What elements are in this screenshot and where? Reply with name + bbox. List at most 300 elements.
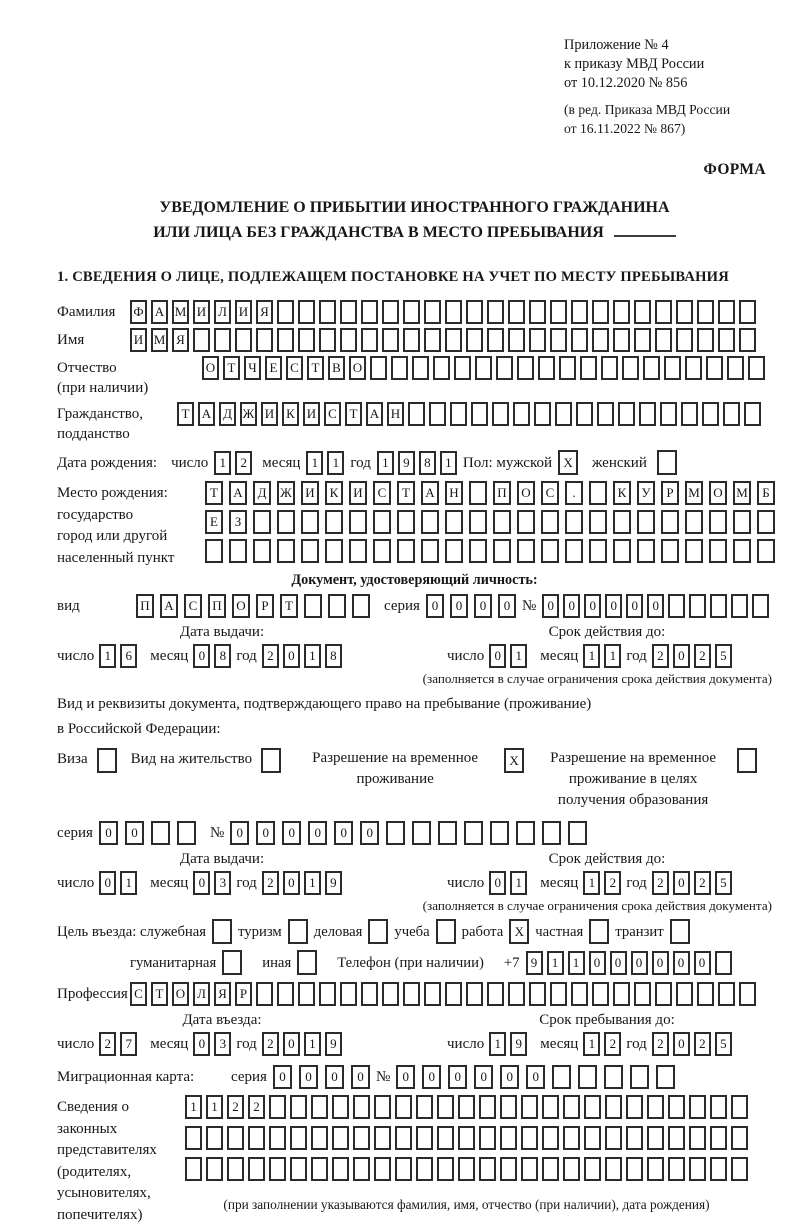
form-cell[interactable]: О — [172, 982, 189, 1006]
form-cell[interactable]: 1 — [547, 951, 564, 975]
form-cell[interactable] — [668, 1126, 685, 1150]
form-cell[interactable]: 1 — [604, 644, 621, 668]
form-cell[interactable] — [542, 1126, 559, 1150]
form-cell[interactable] — [437, 1157, 454, 1181]
form-cell[interactable] — [689, 594, 706, 618]
form-cell[interactable] — [487, 982, 504, 1006]
form-cell[interactable] — [685, 510, 703, 534]
form-cell[interactable]: П — [493, 481, 511, 505]
form-cell[interactable] — [597, 402, 614, 426]
form-cell[interactable]: И — [130, 328, 147, 352]
form-cell[interactable]: 0 — [193, 871, 210, 895]
form-cell[interactable]: Е — [205, 510, 223, 534]
form-cell[interactable]: 0 — [230, 821, 249, 845]
form-cell[interactable] — [424, 328, 441, 352]
form-cell[interactable]: Ж — [240, 402, 257, 426]
form-cell[interactable]: 9 — [325, 1032, 342, 1056]
form-cell[interactable] — [534, 402, 551, 426]
form-cell[interactable] — [664, 356, 681, 380]
form-cell[interactable] — [368, 919, 388, 944]
form-cell[interactable] — [349, 510, 367, 534]
form-cell[interactable] — [370, 356, 387, 380]
form-cell[interactable]: С — [324, 402, 341, 426]
form-cell[interactable]: И — [261, 402, 278, 426]
form-cell[interactable] — [458, 1095, 475, 1119]
form-cell[interactable] — [290, 1157, 307, 1181]
form-cell[interactable] — [424, 300, 441, 324]
form-cell[interactable]: Д — [253, 481, 271, 505]
form-cell[interactable] — [559, 356, 576, 380]
form-cell[interactable] — [253, 510, 271, 534]
form-cell[interactable]: 0 — [589, 951, 606, 975]
form-cell[interactable] — [709, 539, 727, 563]
form-cell[interactable] — [397, 510, 415, 534]
form-cell[interactable] — [277, 510, 295, 534]
form-cell[interactable] — [580, 356, 597, 380]
form-cell[interactable]: Т — [307, 356, 324, 380]
form-cell[interactable] — [656, 1065, 675, 1089]
form-cell[interactable]: 1 — [377, 451, 394, 475]
form-cell[interactable] — [661, 539, 679, 563]
form-cell[interactable]: Л — [214, 300, 231, 324]
form-cell[interactable]: 2 — [262, 871, 279, 895]
form-cell[interactable]: М — [685, 481, 703, 505]
form-cell[interactable] — [445, 300, 462, 324]
form-cell[interactable] — [552, 1065, 571, 1089]
form-cell[interactable]: 0 — [605, 594, 622, 618]
form-cell[interactable] — [235, 328, 252, 352]
form-cell[interactable]: 3 — [214, 871, 231, 895]
form-cell[interactable] — [297, 950, 317, 975]
form-cell[interactable]: 1 — [440, 451, 457, 475]
form-cell[interactable]: 1 — [583, 644, 600, 668]
form-cell[interactable]: 0 — [489, 644, 506, 668]
form-cell[interactable]: А — [229, 481, 247, 505]
form-cell[interactable]: 2 — [652, 871, 669, 895]
form-cell[interactable]: 1 — [304, 1032, 321, 1056]
form-cell[interactable] — [637, 510, 655, 534]
form-cell[interactable]: 0 — [498, 594, 516, 618]
form-cell[interactable] — [437, 1095, 454, 1119]
form-cell[interactable] — [332, 1157, 349, 1181]
form-cell[interactable]: 0 — [426, 594, 444, 618]
form-cell[interactable] — [382, 982, 399, 1006]
form-cell[interactable] — [555, 402, 572, 426]
form-cell[interactable] — [731, 1095, 748, 1119]
form-cell[interactable] — [685, 539, 703, 563]
form-cell[interactable] — [277, 328, 294, 352]
form-cell[interactable]: 2 — [604, 871, 621, 895]
form-cell[interactable] — [565, 510, 583, 534]
form-cell[interactable] — [718, 982, 735, 1006]
form-cell[interactable] — [466, 300, 483, 324]
form-cell[interactable]: 0 — [125, 821, 144, 845]
form-cell[interactable] — [290, 1095, 307, 1119]
form-cell[interactable] — [661, 510, 679, 534]
form-cell[interactable] — [706, 356, 723, 380]
form-cell[interactable]: Т — [205, 481, 223, 505]
form-cell[interactable] — [227, 1126, 244, 1150]
form-cell[interactable] — [301, 539, 319, 563]
form-cell[interactable]: 7 — [120, 1032, 137, 1056]
form-cell[interactable]: 9 — [510, 1032, 527, 1056]
form-cell[interactable]: 1 — [120, 871, 137, 895]
form-cell[interactable] — [493, 539, 511, 563]
form-cell[interactable] — [277, 300, 294, 324]
form-cell[interactable]: С — [286, 356, 303, 380]
form-cell[interactable]: Т — [223, 356, 240, 380]
form-cell[interactable]: В — [328, 356, 345, 380]
form-cell[interactable] — [589, 481, 607, 505]
form-cell[interactable]: 0 — [631, 951, 648, 975]
form-cell[interactable]: И — [349, 481, 367, 505]
form-cell[interactable] — [464, 821, 483, 845]
form-cell[interactable] — [185, 1126, 202, 1150]
form-cell[interactable]: 0 — [334, 821, 353, 845]
form-cell[interactable] — [541, 510, 559, 534]
form-cell[interactable]: 2 — [99, 1032, 116, 1056]
form-cell[interactable] — [626, 1095, 643, 1119]
form-cell[interactable]: 2 — [694, 1032, 711, 1056]
form-cell[interactable] — [643, 356, 660, 380]
form-cell[interactable] — [710, 594, 727, 618]
form-cell[interactable] — [311, 1126, 328, 1150]
form-cell[interactable] — [697, 982, 714, 1006]
form-cell[interactable] — [517, 356, 534, 380]
form-cell[interactable] — [605, 1095, 622, 1119]
form-cell[interactable]: 0 — [360, 821, 379, 845]
form-cell[interactable] — [718, 328, 735, 352]
form-cell[interactable] — [395, 1095, 412, 1119]
form-cell[interactable] — [757, 539, 775, 563]
form-cell[interactable] — [709, 510, 727, 534]
form-cell[interactable]: 1 — [214, 451, 231, 475]
form-cell[interactable] — [589, 510, 607, 534]
form-cell[interactable] — [637, 539, 655, 563]
form-cell[interactable]: 1 — [489, 1032, 506, 1056]
form-cell[interactable]: 1 — [304, 644, 321, 668]
form-cell[interactable] — [397, 539, 415, 563]
form-cell[interactable]: 0 — [673, 871, 690, 895]
form-cell[interactable] — [718, 300, 735, 324]
form-cell[interactable]: 0 — [673, 644, 690, 668]
form-cell[interactable] — [248, 1157, 265, 1181]
form-cell[interactable] — [626, 1126, 643, 1150]
form-cell[interactable] — [592, 328, 609, 352]
form-cell[interactable] — [731, 1157, 748, 1181]
form-cell[interactable]: 2 — [235, 451, 252, 475]
form-cell[interactable]: Р — [661, 481, 679, 505]
form-cell[interactable]: О — [232, 594, 250, 618]
form-cell[interactable] — [689, 1095, 706, 1119]
form-cell[interactable] — [352, 594, 370, 618]
form-cell[interactable] — [193, 328, 210, 352]
form-cell[interactable] — [613, 982, 630, 1006]
form-cell[interactable] — [676, 982, 693, 1006]
form-cell[interactable] — [592, 300, 609, 324]
form-cell[interactable] — [374, 1095, 391, 1119]
form-cell[interactable] — [340, 328, 357, 352]
form-cell[interactable]: С — [541, 481, 559, 505]
form-cell[interactable]: 2 — [604, 1032, 621, 1056]
form-cell[interactable] — [205, 539, 223, 563]
form-cell[interactable] — [634, 300, 651, 324]
form-cell[interactable] — [433, 356, 450, 380]
form-cell[interactable]: Т — [151, 982, 168, 1006]
form-cell[interactable] — [529, 328, 546, 352]
form-cell[interactable] — [630, 1065, 649, 1089]
form-cell[interactable]: А — [198, 402, 215, 426]
form-cell[interactable]: К — [613, 481, 631, 505]
form-cell[interactable]: З — [229, 510, 247, 534]
form-cell[interactable] — [563, 1095, 580, 1119]
form-cell[interactable]: 2 — [248, 1095, 265, 1119]
form-cell[interactable] — [298, 982, 315, 1006]
form-cell[interactable] — [752, 594, 769, 618]
form-cell[interactable] — [349, 539, 367, 563]
form-cell[interactable] — [298, 300, 315, 324]
form-cell[interactable] — [578, 1065, 597, 1089]
form-cell[interactable]: Л — [193, 982, 210, 1006]
form-cell[interactable] — [670, 919, 690, 944]
form-cell[interactable] — [517, 510, 535, 534]
form-cell[interactable]: О — [349, 356, 366, 380]
form-cell[interactable]: 0 — [474, 1065, 493, 1089]
form-cell[interactable]: Д — [219, 402, 236, 426]
form-cell[interactable]: 0 — [526, 1065, 545, 1089]
form-cell[interactable] — [685, 356, 702, 380]
form-cell[interactable] — [568, 821, 587, 845]
form-cell[interactable] — [438, 821, 457, 845]
form-cell[interactable] — [479, 1157, 496, 1181]
form-cell[interactable]: С — [184, 594, 202, 618]
form-cell[interactable] — [634, 982, 651, 1006]
form-cell[interactable] — [340, 300, 357, 324]
form-cell[interactable] — [601, 356, 618, 380]
form-cell[interactable] — [500, 1157, 517, 1181]
form-cell[interactable] — [508, 300, 525, 324]
form-cell[interactable] — [493, 510, 511, 534]
form-cell[interactable] — [304, 594, 322, 618]
form-cell[interactable] — [325, 539, 343, 563]
form-cell[interactable]: И — [303, 402, 320, 426]
form-cell[interactable]: 0 — [652, 951, 669, 975]
form-cell[interactable] — [739, 300, 756, 324]
form-cell[interactable] — [571, 328, 588, 352]
form-cell[interactable] — [395, 1157, 412, 1181]
form-cell[interactable] — [487, 328, 504, 352]
form-cell[interactable] — [584, 1126, 601, 1150]
form-cell[interactable] — [697, 300, 714, 324]
form-cell[interactable] — [589, 919, 609, 944]
form-cell[interactable] — [676, 328, 693, 352]
form-cell[interactable]: 0 — [99, 821, 118, 845]
form-cell[interactable] — [373, 539, 391, 563]
form-cell[interactable] — [361, 300, 378, 324]
form-cell[interactable]: И — [301, 481, 319, 505]
form-cell[interactable]: О — [709, 481, 727, 505]
form-cell[interactable] — [613, 300, 630, 324]
form-cell[interactable] — [256, 328, 273, 352]
form-cell[interactable] — [479, 1126, 496, 1150]
form-cell[interactable] — [668, 1095, 685, 1119]
form-cell[interactable]: 0 — [474, 594, 492, 618]
form-cell[interactable] — [542, 1157, 559, 1181]
form-cell[interactable] — [269, 1095, 286, 1119]
form-cell[interactable] — [634, 328, 651, 352]
form-cell[interactable] — [437, 1126, 454, 1150]
form-cell[interactable]: Б — [757, 481, 775, 505]
form-cell[interactable]: 2 — [652, 644, 669, 668]
form-cell[interactable] — [626, 1157, 643, 1181]
form-cell[interactable]: 0 — [584, 594, 601, 618]
form-cell[interactable] — [475, 356, 492, 380]
form-cell[interactable] — [332, 1095, 349, 1119]
form-cell[interactable] — [429, 402, 446, 426]
form-cell[interactable] — [445, 510, 463, 534]
form-cell[interactable]: 0 — [542, 594, 559, 618]
form-cell[interactable]: А — [366, 402, 383, 426]
form-cell[interactable] — [353, 1095, 370, 1119]
form-cell[interactable]: А — [421, 481, 439, 505]
form-cell[interactable] — [500, 1095, 517, 1119]
form-cell[interactable] — [529, 982, 546, 1006]
form-cell[interactable]: М — [733, 481, 751, 505]
form-cell[interactable] — [490, 821, 509, 845]
form-cell[interactable] — [589, 539, 607, 563]
form-cell[interactable] — [373, 510, 391, 534]
form-cell[interactable] — [668, 1157, 685, 1181]
form-cell[interactable]: К — [282, 402, 299, 426]
form-cell[interactable]: 2 — [652, 1032, 669, 1056]
form-cell[interactable] — [319, 328, 336, 352]
form-cell[interactable] — [391, 356, 408, 380]
form-cell[interactable] — [550, 328, 567, 352]
form-cell[interactable] — [458, 1126, 475, 1150]
form-cell[interactable] — [248, 1126, 265, 1150]
form-cell[interactable] — [550, 982, 567, 1006]
form-cell[interactable] — [605, 1126, 622, 1150]
form-cell[interactable]: Я — [256, 300, 273, 324]
form-cell[interactable] — [353, 1126, 370, 1150]
form-cell[interactable]: 0 — [283, 1032, 300, 1056]
form-cell[interactable]: 3 — [214, 1032, 231, 1056]
form-cell[interactable] — [416, 1157, 433, 1181]
form-cell[interactable] — [529, 300, 546, 324]
form-cell[interactable]: 0 — [99, 871, 116, 895]
form-cell[interactable]: Н — [387, 402, 404, 426]
form-cell[interactable] — [538, 356, 555, 380]
form-cell[interactable]: 2 — [694, 644, 711, 668]
form-cell[interactable] — [622, 356, 639, 380]
form-cell[interactable] — [450, 402, 467, 426]
form-cell[interactable] — [151, 821, 170, 845]
form-cell[interactable] — [471, 402, 488, 426]
form-cell[interactable] — [185, 1157, 202, 1181]
form-cell[interactable] — [445, 328, 462, 352]
form-cell[interactable]: О — [202, 356, 219, 380]
form-cell[interactable] — [361, 328, 378, 352]
form-cell[interactable]: 0 — [299, 1065, 318, 1089]
form-cell[interactable] — [655, 300, 672, 324]
form-cell[interactable] — [571, 300, 588, 324]
form-cell[interactable] — [253, 539, 271, 563]
form-cell[interactable]: 1 — [510, 644, 527, 668]
form-cell[interactable] — [408, 402, 425, 426]
form-cell[interactable] — [340, 982, 357, 1006]
form-cell[interactable] — [458, 1157, 475, 1181]
form-cell[interactable] — [469, 481, 487, 505]
form-cell[interactable] — [550, 300, 567, 324]
form-cell[interactable]: 5 — [715, 871, 732, 895]
form-cell[interactable] — [416, 1095, 433, 1119]
form-cell[interactable]: 0 — [193, 644, 210, 668]
form-cell[interactable] — [212, 919, 232, 944]
form-cell[interactable]: 0 — [448, 1065, 467, 1089]
form-cell[interactable]: С — [130, 982, 147, 1006]
form-cell[interactable]: 1 — [568, 951, 585, 975]
form-cell[interactable]: Т — [345, 402, 362, 426]
form-cell[interactable] — [521, 1095, 538, 1119]
form-cell[interactable]: П — [208, 594, 226, 618]
form-cell[interactable] — [412, 821, 431, 845]
form-cell[interactable]: 0 — [673, 1032, 690, 1056]
form-cell[interactable] — [710, 1126, 727, 1150]
form-cell[interactable] — [382, 328, 399, 352]
form-cell[interactable] — [445, 539, 463, 563]
form-cell[interactable] — [500, 1126, 517, 1150]
form-cell[interactable]: 9 — [325, 871, 342, 895]
form-cell[interactable] — [521, 1126, 538, 1150]
form-cell[interactable]: М — [151, 328, 168, 352]
form-cell[interactable] — [757, 510, 775, 534]
form-cell[interactable] — [421, 539, 439, 563]
form-cell[interactable]: 0 — [450, 594, 468, 618]
form-cell[interactable] — [647, 1157, 664, 1181]
form-cell[interactable] — [731, 594, 748, 618]
form-cell[interactable] — [744, 402, 761, 426]
form-cell[interactable] — [487, 300, 504, 324]
form-cell[interactable] — [256, 982, 273, 1006]
form-cell[interactable] — [386, 821, 405, 845]
form-cell[interactable] — [521, 1157, 538, 1181]
form-cell[interactable] — [513, 402, 530, 426]
form-cell[interactable]: К — [325, 481, 343, 505]
form-cell[interactable] — [325, 510, 343, 534]
form-cell[interactable] — [516, 821, 535, 845]
form-cell[interactable] — [639, 402, 656, 426]
form-cell[interactable] — [395, 1126, 412, 1150]
form-cell[interactable] — [416, 1126, 433, 1150]
form-cell[interactable] — [319, 982, 336, 1006]
form-cell[interactable] — [576, 402, 593, 426]
form-cell[interactable]: 0 — [325, 1065, 344, 1089]
form-cell[interactable] — [541, 539, 559, 563]
form-cell[interactable] — [469, 539, 487, 563]
form-cell[interactable] — [647, 1095, 664, 1119]
form-cell[interactable] — [403, 328, 420, 352]
form-cell[interactable] — [332, 1126, 349, 1150]
form-cell[interactable]: И — [235, 300, 252, 324]
form-cell[interactable]: 0 — [422, 1065, 441, 1089]
form-cell[interactable] — [374, 1157, 391, 1181]
form-cell[interactable] — [618, 402, 635, 426]
form-cell[interactable]: 6 — [120, 644, 137, 668]
form-cell[interactable]: Р — [235, 982, 252, 1006]
form-cell[interactable] — [655, 328, 672, 352]
form-cell[interactable] — [277, 982, 294, 1006]
form-cell[interactable]: 0 — [193, 1032, 210, 1056]
